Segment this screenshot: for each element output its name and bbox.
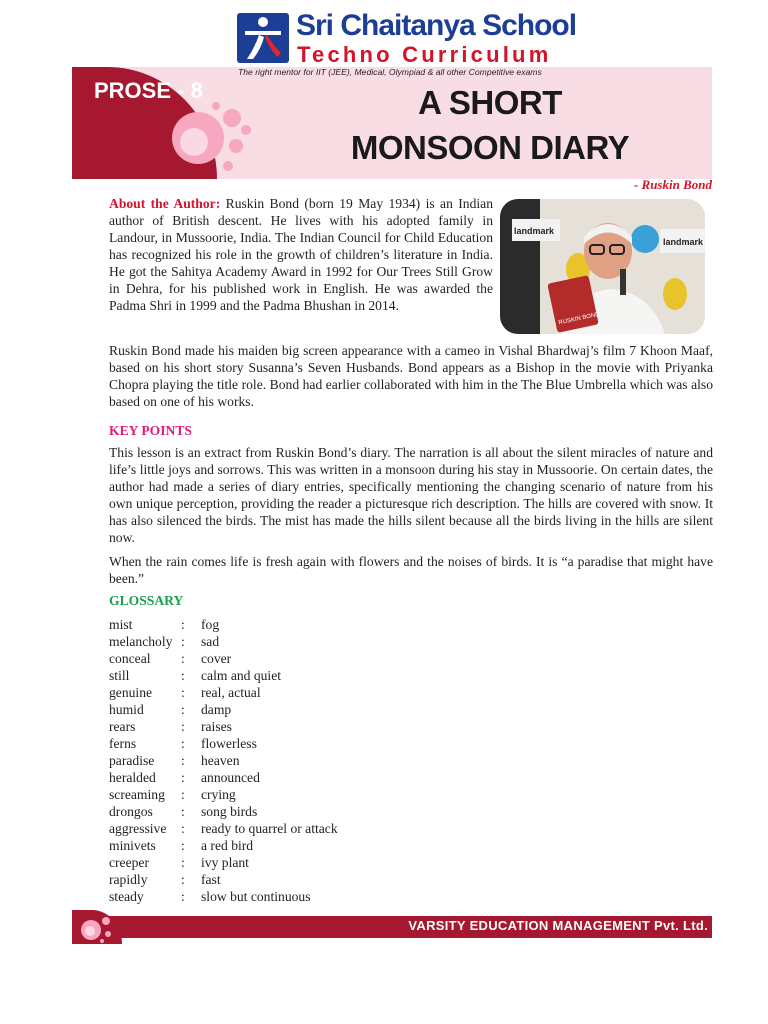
photo-sign-left: landmark <box>514 226 555 236</box>
glossary-separator: : <box>181 634 185 649</box>
glossary-row <box>109 803 409 820</box>
glossary-term: genuine <box>109 685 153 700</box>
footer-circles-icon <box>76 912 116 944</box>
glossary-separator: : <box>181 855 185 870</box>
glossary-definition: real, actual <box>201 685 261 700</box>
glossary-definition: announced <box>201 770 260 785</box>
key-points-paragraph: This lesson is an extract from Ruskin Bond’s diary. The narration is all about the silent miracles of nature and life’s little joys and sorrows. This was written in a monsoon during his stay in Mussoorie. On certain dates, the author had made a series of diary entries, specifically mentioning the changing scenario of nature from his own unique perception, providing the reader a picturesque rich description. The hills are covered with snow. It has also silenced the birds. The mist has made the hills silent because all the birds living in the hills are silent now. <box>109 445 713 545</box>
glossary-row <box>109 888 409 905</box>
glossary-term: heralded <box>109 770 156 785</box>
glossary-definition: cover <box>201 651 232 666</box>
glossary-definition: raises <box>201 719 232 734</box>
glossary-row <box>109 735 409 752</box>
decorative-circles-icon <box>150 100 260 180</box>
key-points-heading: KEY POINTS <box>109 423 192 438</box>
glossary-term: mist <box>109 617 133 632</box>
glossary-definition: ivy plant <box>201 855 249 870</box>
glossary-term: ferns <box>109 736 137 751</box>
glossary-definition: fog <box>201 617 220 632</box>
glossary-term: screaming <box>109 787 165 802</box>
footer-company: VARSITY EDUCATION MANAGEMENT Pvt. Ltd. <box>408 918 708 933</box>
about-author-text: Ruskin Bond (born 19 May 1934) is an Indian author of British descent. He lives with his adopted family in Landour, in Mussoorie, India. The Indian Council for Child Education has recognized his role in the growth of children’s literature in India. He got the Sahitya Academy Award in 1992 for Our Trees Still Grow in Dehra, for his published work in English. He was awarded the Padma Shri in 1999 and the Padma Bhushan in 2014. <box>109 196 493 313</box>
glossary-row <box>109 667 409 684</box>
glossary-row <box>109 752 409 769</box>
photo-book-label: RUSKIN BOND <box>558 311 601 327</box>
glossary-term: melancholy <box>109 634 173 649</box>
glossary-separator: : <box>181 787 185 802</box>
title-line-2: MONSOON DIARY <box>350 129 630 166</box>
glossary-separator: : <box>181 753 185 768</box>
glossary-row <box>109 820 409 837</box>
glossary-definition: slow but continuous <box>201 889 311 904</box>
chapter-label: PROSE - 8 <box>94 78 203 103</box>
glossary-term: aggressive <box>109 821 167 836</box>
glossary-term: minivets <box>109 838 156 853</box>
glossary-separator: : <box>181 821 185 836</box>
brand-tagline: The right mentor for IIT (JEE), Medical, Olympiad & all other Competitive exams <box>238 67 542 77</box>
glossary-term: paradise <box>109 753 155 768</box>
glossary-definition: calm and quiet <box>201 668 282 683</box>
key-points-paragraph-2: When the rain comes life is fresh again with flowers and the noises of birds. It is “a paradise that might have been.” <box>109 554 713 586</box>
about-author-paragraph <box>109 195 493 314</box>
glossary-row <box>109 684 409 701</box>
glossary-term: creeper <box>109 855 149 870</box>
glossary-term: rears <box>109 719 136 734</box>
page-title <box>290 80 690 170</box>
glossary-definition: damp <box>201 702 232 717</box>
glossary-row <box>109 701 409 718</box>
glossary-term: conceal <box>109 651 151 666</box>
glossary-separator: : <box>181 736 185 751</box>
glossary-definition: flowerless <box>201 736 257 751</box>
glossary-separator: : <box>181 719 185 734</box>
brand-logo-icon <box>237 13 289 63</box>
glossary-separator: : <box>181 889 185 904</box>
glossary-list <box>109 616 409 905</box>
author-photo <box>500 199 705 334</box>
glossary-row <box>109 616 409 633</box>
glossary-separator: : <box>181 804 185 819</box>
glossary-separator: : <box>181 770 185 785</box>
photo-sign-right: landmark <box>663 237 704 247</box>
glossary-separator: : <box>181 685 185 700</box>
glossary-separator: : <box>181 651 185 666</box>
glossary-row <box>109 837 409 854</box>
glossary-definition: sad <box>201 634 220 649</box>
glossary-separator: : <box>181 872 185 887</box>
glossary-separator: : <box>181 668 185 683</box>
brand-name: Sri Chaitanya School <box>296 9 577 42</box>
glossary-term: humid <box>109 702 144 717</box>
glossary-definition: ready to quarrel or attack <box>201 821 338 836</box>
glossary-separator: : <box>181 702 185 717</box>
glossary-row <box>109 871 409 888</box>
glossary-definition: heaven <box>201 753 240 768</box>
bond-film-paragraph: Ruskin Bond made his maiden big screen appearance with a cameo in Vishal Bhardwaj’s film 7 Khoon Maaf, based on his short story Susanna’s Seven Husbands. Bond appears as a Bishop in the movie with Priyanka Chopra playing the title role. Bond had earlier collaborated with him in the The Blue Umbrella which was also based on one of his works. <box>109 343 713 409</box>
glossary-row <box>109 718 409 735</box>
glossary-term: still <box>109 668 130 683</box>
glossary-separator: : <box>181 617 185 632</box>
glossary-row <box>109 633 409 650</box>
brand-subtitle: Techno Curriculum <box>297 42 552 67</box>
glossary-row <box>109 854 409 871</box>
glossary-definition: crying <box>201 787 236 802</box>
about-author-label: About the Author: <box>109 196 221 211</box>
glossary-definition: fast <box>201 872 221 887</box>
glossary-row <box>109 786 409 803</box>
glossary-term: steady <box>109 889 144 904</box>
glossary-row <box>109 769 409 786</box>
glossary-heading: GLOSSARY <box>109 593 184 608</box>
glossary-separator: : <box>181 838 185 853</box>
glossary-term: drongos <box>109 804 153 819</box>
glossary-term: rapidly <box>109 872 148 887</box>
glossary-definition: song birds <box>201 804 258 819</box>
glossary-row <box>109 650 409 667</box>
glossary-definition: a red bird <box>201 838 254 853</box>
title-line-1: A SHORT <box>418 84 562 121</box>
author-credit: - Ruskin Bond <box>633 177 712 192</box>
